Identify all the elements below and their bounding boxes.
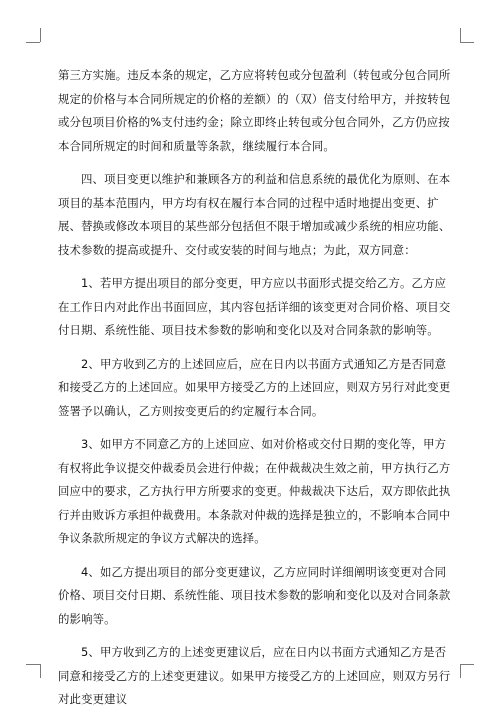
paragraph-change-item-2: 2、甲方收到乙方的上述回应后，应在日内以书面方式通知乙方是否同意和接受乙方的上述回应。如果甲方接受乙方的上述回应，则双方另行对此变更签署予以确认，乙方则按变更后的约定履行本合同。 bbox=[58, 356, 451, 418]
paragraph-change-item-1: 1、若甲方提出项目的部分变更，甲方应以书面形式提交给乙方。乙方应在工作日内对此作出书面回应，其内容包括详细的该变更对合同价格、项目交付日期、系统性能、项目技术参数的影响和变化以及对合同条款的影响等。 bbox=[58, 276, 451, 337]
paragraph-change-item-5: 5、甲方收到乙方的上述变更建议后，应在日内以书面方式通知乙方是否同意和接受乙方的上述变更建议。如果甲方接受乙方的上述回应，则双方另行对此变更建议 bbox=[58, 645, 451, 706]
paragraph-change-item-3: 3、如甲方不同意乙方的上述回应、如对价格或交付日期的变化等，甲方有权将此争议提交仲裁委员会进行仲裁；在仲裁裁决生效之前，甲方执行乙方回应中的要求，乙方执行甲方所要求的变更。仲裁裁决下达后，双方即依此执行并由败诉方承担仲裁费用。本条款对仲裁的选择是独立的，不影响本合同中争议条款所规定的争议方式解决的选择。 bbox=[58, 437, 451, 545]
paragraph-project-change-principle: 四、项目变更以维护和兼顾各方的利益和信息系统的最优化为原则、在本项目的基本范围内，甲方均有权在履行本合同的过程中适时地提出变更、扩展、替换或修改本项目的某些部分包括但不限于增加或减少系统的相应功能、技术参数的提高或提升、交付或安装的时间与地点；为此，双方同意： bbox=[58, 172, 451, 257]
document-body bbox=[58, 64, 452, 722]
paragraph-subcontract-penalty: 第三方实施。违反本条的规定，乙方应将转包或分包盈利（转包或分包合同所规定的价格与本合同所规定的价格的差额）的（双）倍支付给甲方，并按转包或分包项目价格的%支付违约金；除立即终止转包或分包合同外，乙方仍应按本合同所规定的时间和质量等条款，继续履行本合同。 bbox=[58, 68, 451, 153]
paragraph-change-item-4: 4、如乙方提出项目的部分变更建议，乙方应同时详细阐明该变更对合同价格、项目交付日期、系统性能、项目技术参数的影响和变化以及对合同条款的影响等。 bbox=[58, 564, 451, 626]
